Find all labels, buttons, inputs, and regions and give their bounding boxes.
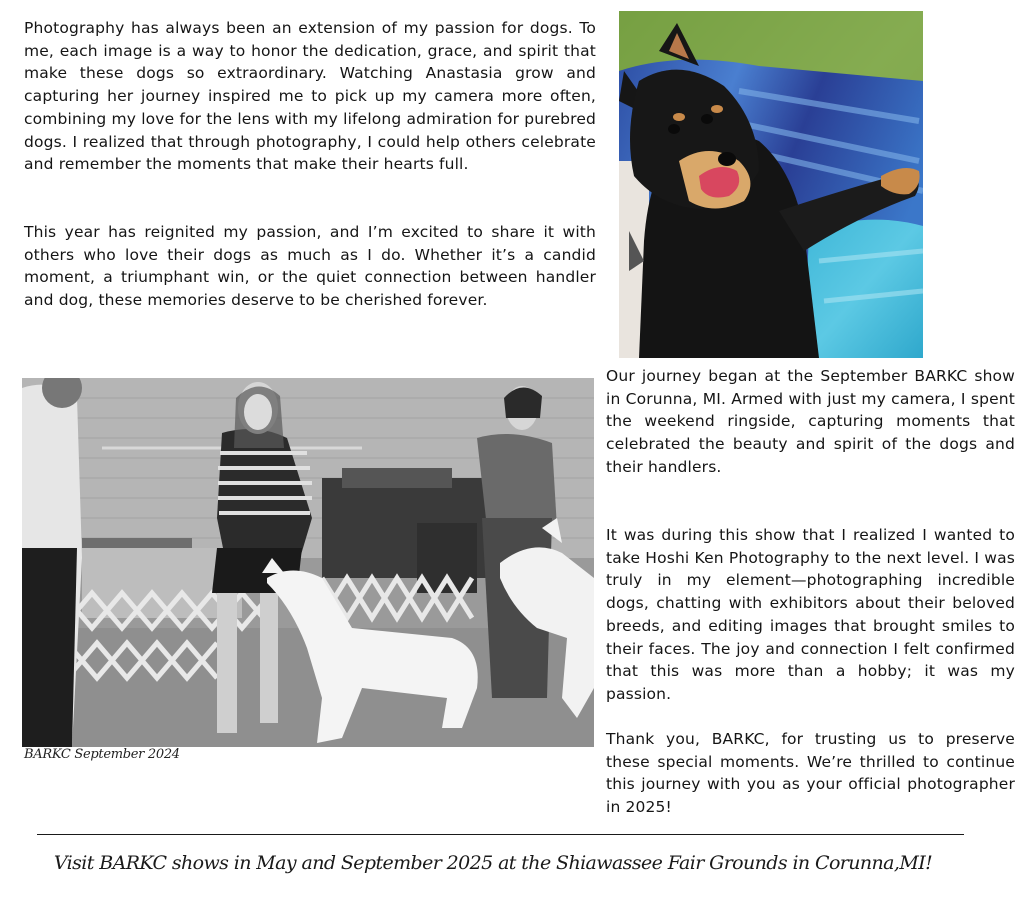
realization-paragraph: It was during this show that I realized I wanted to take Hoshi Ken Photography to the next level. I was truly in my element—photographing incredible dogs, chatting with exhibitors about their beloved breeds, and editing images that brought smiles to their faces. The joy and connection I felt confirmed that this was more than a hobby; it was my passion. [606,526,1015,703]
passion-paragraph: This year has reignited my passion, and I’m excited to share it with others who love their dogs as much as I do. Whether it’s a candid moment, a triumphant win, or the quiet connection between handler and dog, these memories deserve to be cherished forever. [24,223,596,310]
dog-show-ring-photo [22,378,594,747]
footer-note: Visit BARKC shows in May and September 2025 at the Shiawassee Fair Grounds in Corunna,MI! [53,852,933,874]
journey-paragraph: Our journey began at the September BARKC show in Corunna, MI. Armed with just my camera, I spent the weekend ringside, capturing moments that celebrated the beauty and spirit of the dogs and their handlers. [606,367,1015,476]
thank-you-paragraph: Thank you, BARKC, for trusting us to preserve these special moments. We’re thrilled to continue this journey with you as your official photographer in 2025! [606,730,1015,817]
shiba-dog-photo [619,11,923,358]
photo-caption: BARKC September 2024 [24,747,180,762]
horizontal-divider [37,834,964,835]
intro-paragraph: Photography has always been an extension of my passion for dogs. To me, each image is a way to honor the dedication, grace, and spirit that make these dogs so extraordinary. Watching Anastasia grow and capturing her journey inspired me to pick up my camera more often, combining my love for the lens with my lifelong admiration for purebred dogs. I realized that through photography, I could help others celebrate and remember the moments that make their hearts full. [24,19,596,174]
